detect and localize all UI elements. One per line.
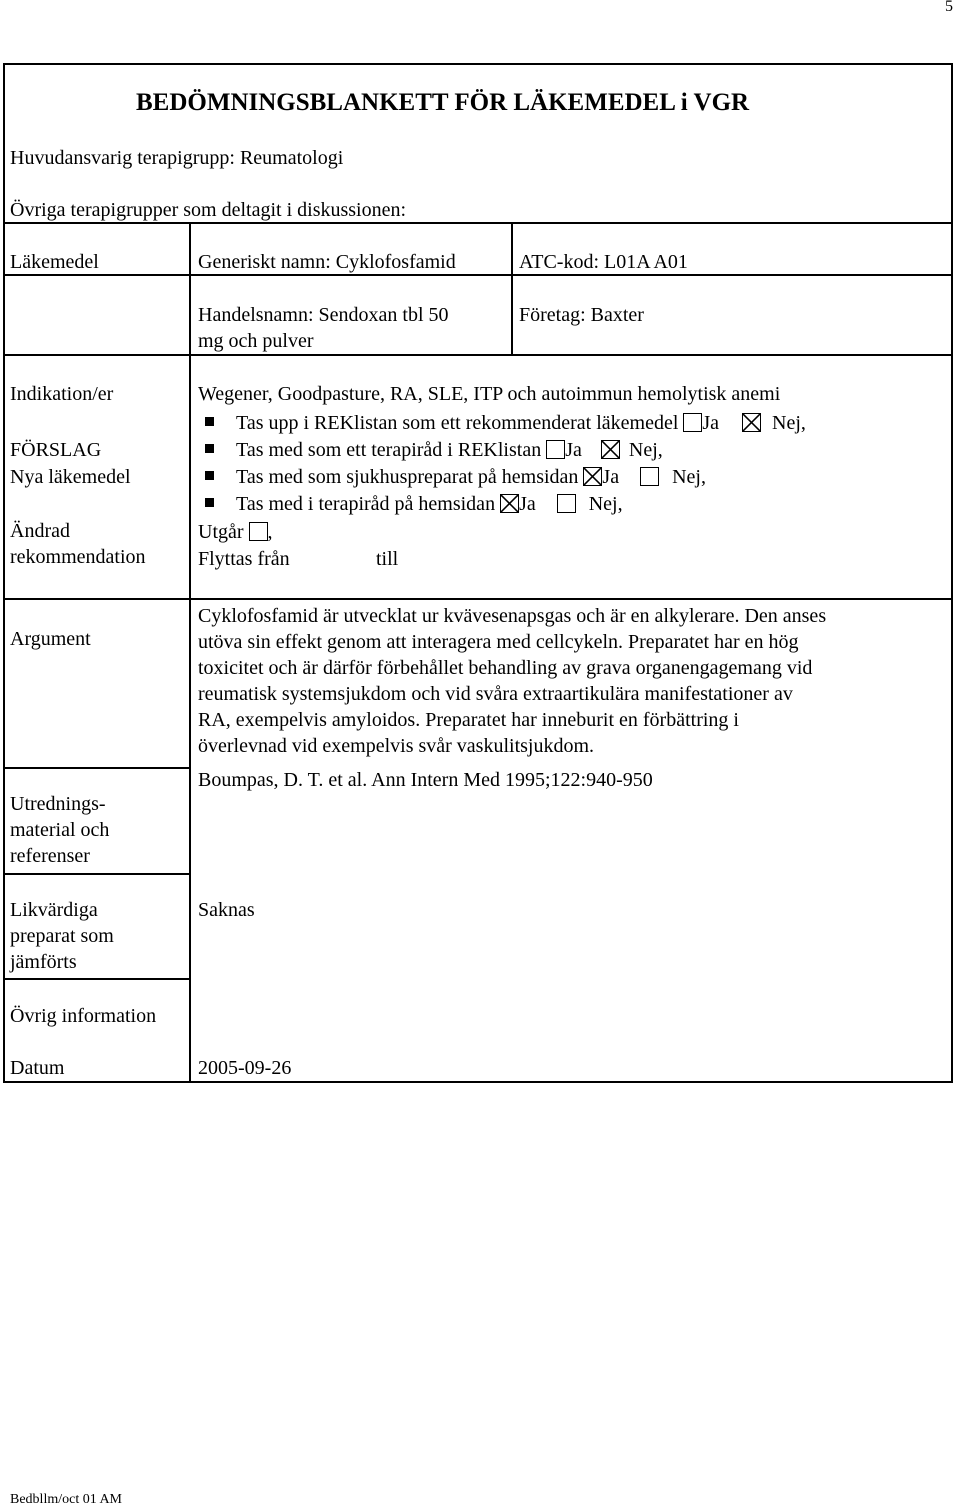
argument-line: toxicitet och är därför förbehållet behandling av grava organengagemang vid	[198, 657, 813, 679]
checkmark-x-icon	[602, 441, 619, 458]
utredning-label-line: referenser	[10, 845, 90, 867]
datum-value: 2005-09-26	[198, 1057, 292, 1079]
argument-line: utöva sin effekt genom att interagera med cellcykeln. Preparatet har en hög	[198, 631, 799, 653]
forslag-label: FÖRSLAG	[10, 439, 102, 461]
argument-line: överlevnad vid exempelvis svår vaskulitsjukdom.	[198, 735, 595, 757]
datum-label: Datum	[10, 1057, 65, 1079]
ovrig-information-label: Övrig information	[10, 1005, 157, 1027]
nej-label: Nej,	[588, 493, 623, 515]
till-label: till	[376, 548, 399, 570]
likvardiga-label	[10, 897, 114, 975]
ja-label: Ja	[602, 466, 620, 488]
likvardiga-label-line: preparat som	[10, 925, 114, 947]
ja-checkbox[interactable]	[546, 440, 565, 459]
border-right	[951, 63, 953, 1083]
option-text: Tas upp i REKlistan som ett rekommenderat läkemedel	[236, 412, 679, 434]
footer-code: Bedbllm/oct 01 AM	[10, 1492, 122, 1507]
likvardiga-value: Saknas	[198, 899, 255, 921]
utredning-label	[10, 791, 109, 869]
argument-line: Cyklofosfamid är utvecklat ur kvävesenapsgas och är en alkylerare. Den anses	[198, 605, 827, 627]
checkmark-x-icon	[501, 495, 518, 512]
andrad-line: rekommendation	[10, 546, 146, 568]
foretag: Företag: Baxter	[519, 304, 644, 326]
option-terapirad-hemsidan	[205, 491, 623, 517]
ja-label: Ja	[519, 493, 536, 515]
ja-label: Ja	[702, 412, 720, 434]
utredning-label-line: Utrednings-	[10, 793, 106, 815]
utgar-row	[198, 519, 273, 545]
option-terapirad-reklistan	[205, 437, 663, 463]
ja-checkbox[interactable]	[500, 494, 519, 513]
argument-text	[198, 603, 826, 759]
divider	[3, 1081, 953, 1083]
ovriga-terapigrupper: Övriga terapigrupper som deltagit i diskussionen:	[10, 199, 407, 221]
utgar-label: Utgår	[198, 521, 244, 543]
bullet-icon	[205, 417, 214, 426]
argument-line: reumatisk systemsjukdom och vid svåra extraartikulära manifestationer av	[198, 683, 793, 705]
divider	[3, 767, 189, 769]
argument-label: Argument	[10, 628, 91, 650]
ja-label: Ja	[565, 439, 582, 461]
option-text: Tas med som sjukhuspreparat på hemsidan	[236, 466, 579, 488]
divider	[3, 873, 189, 875]
flyttas-fran-label: Flyttas från	[198, 548, 290, 570]
indikation-label: Indikation/er	[10, 383, 114, 405]
column-divider	[189, 224, 191, 1081]
utredning-label-line: material och	[10, 819, 110, 841]
divider	[189, 354, 953, 356]
likvardiga-label-line: Likvärdiga	[10, 899, 98, 921]
likvardiga-label-line: jämförts	[10, 951, 77, 973]
handelsnamn-line: Handelsnamn: Sendoxan tbl 50	[198, 304, 449, 326]
andrad-line: Ändrad	[10, 520, 70, 542]
andrad-label	[10, 518, 146, 570]
handelsnamn	[198, 302, 449, 354]
border-left	[3, 63, 5, 1083]
indikation-text: Wegener, Goodpasture, RA, SLE, ITP och autoimmun hemolytisk anemi	[198, 383, 781, 405]
utgar-checkbox[interactable]	[249, 522, 268, 541]
reference: Boumpas, D. T. et al. Ann Intern Med 1995;122:940-950	[198, 769, 653, 791]
nej-label: Nej,	[772, 412, 806, 434]
argument-line: RA, exempelvis amyloidos. Preparatet har inneburit en förbättring i	[198, 709, 739, 731]
divider	[3, 274, 953, 276]
option-text: Tas med som ett terapiråd i REKlistan	[236, 439, 542, 461]
utgar-suffix: ,	[267, 521, 273, 543]
bullet-icon	[205, 498, 214, 507]
option-text: Tas med i terapiråd på hemsidan	[236, 493, 496, 515]
ja-checkbox[interactable]	[683, 413, 702, 432]
ja-checkbox[interactable]	[583, 467, 602, 486]
checkmark-x-icon	[584, 468, 601, 485]
divider	[3, 63, 953, 65]
nej-checkbox[interactable]	[640, 467, 659, 486]
option-rek-listan	[205, 410, 806, 436]
divider	[3, 354, 189, 356]
option-sjukhuspreparat	[205, 464, 706, 490]
nya-lakemedel-label: Nya läkemedel	[10, 466, 131, 488]
nej-checkbox[interactable]	[557, 494, 576, 513]
page-number: 5	[945, 0, 953, 15]
lakemedel-label: Läkemedel	[10, 251, 99, 273]
bullet-icon	[205, 444, 214, 453]
bullet-icon	[205, 471, 214, 480]
atc-kod: ATC-kod: L01A A01	[519, 251, 688, 273]
generiskt-namn: Generiskt namn: Cyklofosfamid	[198, 251, 456, 273]
nej-checkbox[interactable]	[742, 413, 761, 432]
handelsnamn-line: mg och pulver	[198, 330, 314, 352]
divider	[3, 978, 189, 980]
nej-label: Nej,	[672, 466, 706, 488]
column-divider	[511, 224, 513, 354]
nej-label: Nej,	[628, 439, 663, 461]
divider	[3, 598, 953, 600]
form-title: BEDÖMNINGSBLANKETT FÖR LÄKEMEDEL i VGR	[136, 89, 750, 116]
checkmark-x-icon	[743, 414, 760, 431]
nej-checkbox[interactable]	[601, 440, 620, 459]
huvudansvarig-terapigrupp: Huvudansvarig terapigrupp: Reumatologi	[10, 147, 344, 169]
